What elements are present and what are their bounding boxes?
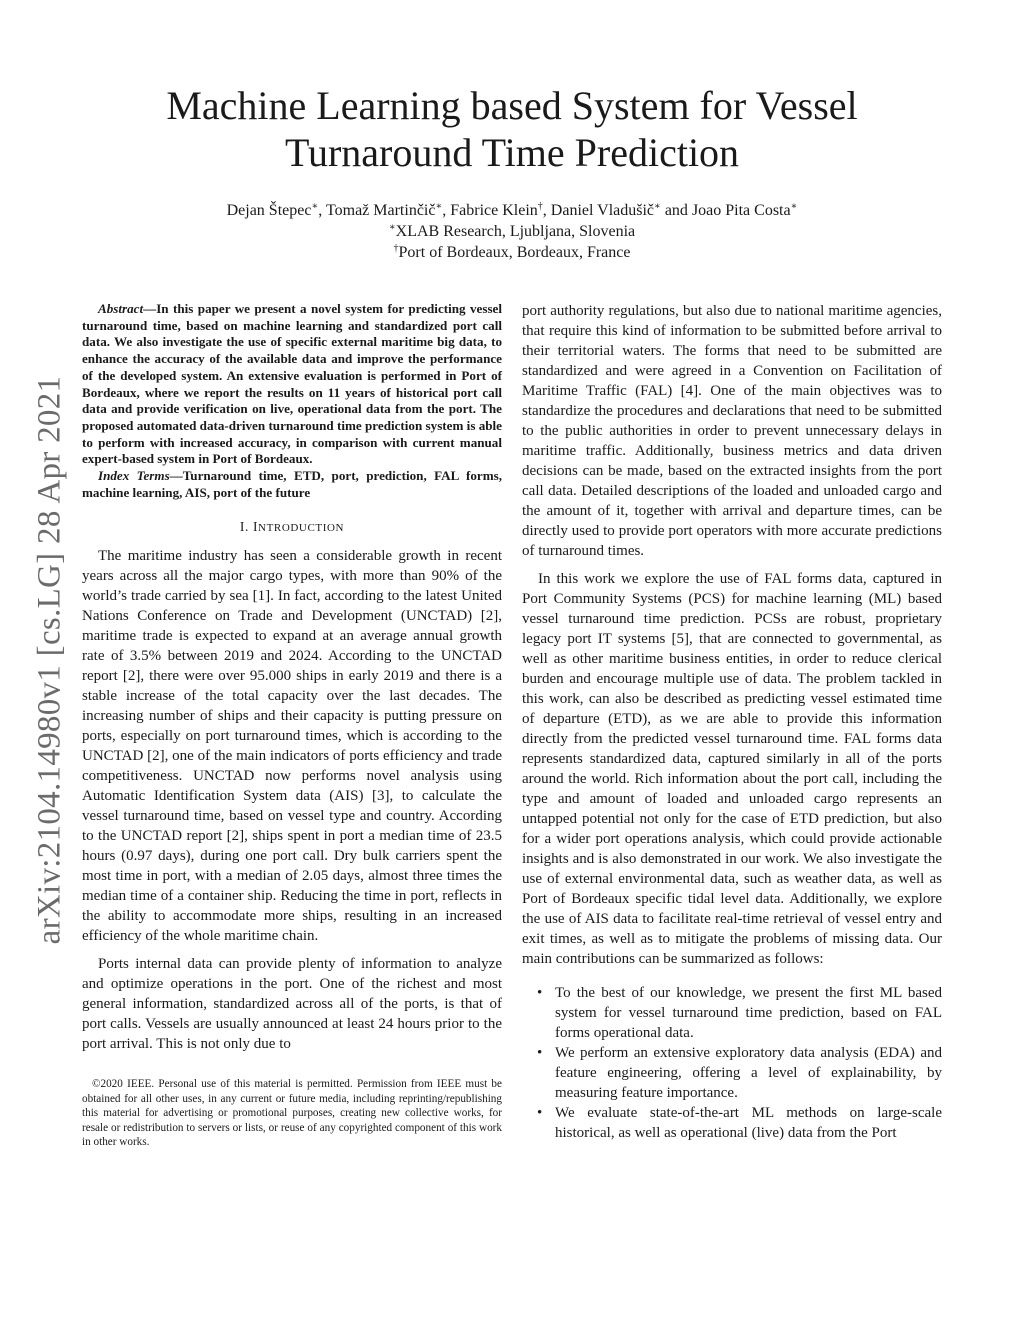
arxiv-sidebar-stamp: [30, 355, 70, 965]
copyright-notice: ©2020 IEEE. Personal use of this material is permitted. Permission from IEEE must be obtained for all other uses, in any current or future media, including reprinting/republishing this material for advertising or promotional purposes, creating new collective works, for resale or redistribution to servers or lists, or reuse of any copyrighted component of this work in other works.: [82, 1078, 502, 1149]
author-block: [100, 200, 924, 263]
title-line-2: Turnaround Time Prediction: [284, 130, 740, 175]
author-name: Fabrice Klein: [450, 202, 538, 219]
author-list: Dejan Štepec∗, Tomaž Martinčič∗, Fabrice Klein†, Daniel Vladušič∗ and Joao Pita Costa∗: [226, 201, 798, 219]
right-column: [522, 301, 942, 1143]
affiliation-1: ∗XLAB Research, Ljubljana, Slovenia: [388, 222, 636, 240]
author-name: Tomaž Martinčič: [325, 202, 436, 219]
title-line-1: Machine Learning based System for Vessel: [166, 83, 858, 128]
index-terms: Index Terms—Turnaround time, ETD, port, prediction, FAL forms, machine learning, AIS, port of the future: [82, 468, 503, 500]
abstract-label: Abstract: [98, 301, 144, 316]
left-column: [82, 301, 502, 1149]
abstract: Abstract—In this paper we present a novel system for predicting vessel turnaround time, based on machine learning and standardized port call data. We also investigate the use of specific external maritime big data, to enhance the accuracy of the available data and improve the performance of the developed system. An extensive evaluation is performed in Port of Bordeaux, where we report the results on 11 years of historical port call data and provide verification on live, operational data from the port. The proposed automated data-driven turnaround time prediction system is able to perform with increased accuracy, in comparison with current manual expert-based system in Port of Bordeaux.: [82, 301, 502, 467]
index-terms-label: Index Terms: [98, 468, 170, 484]
intro-paragraph-3: In this work we explore the use of FAL forms data, captured in Port Community Systems (PCS) for machine learning (ML) based vessel turnaround time prediction. PCSs are robust, proprietary legacy port IT systems [5], that are connected to governmental, as well as other maritime business entities, in order to reduce clerical burden and encourage multiple use of data. The problem tackled in this work, can also be described as predicting vessel estimated time of departure (ETD), as we are able to provide this information directly from the predicted vessel turnaround time. FAL forms data represents standardized data, captured similarly in all of the ports around the world. Rich information about the port call, including the type and amount of loaded and unloaded cargo represents an untapped potential not only for the case of ETD prediction, but also for a wider port operations analysis, which could provide actionable insights and is also demonstrated in our work. We also investigate the use of external environmental data, such as weather data, as well as Port of Bordeaux specific tidal level data. Additionally, we explore the use of AIS data to facilitate real-time retrieval of vessel entry and exit times, as well as to mitigate the problems of missing data. Our main contributions can be summarized as follows:: [522, 571, 942, 967]
intro-paragraph-1: The maritime industry has seen a considerable growth in recent years across all the major cargo types, with more than 90% of the world’s trade carried by sea [1]. In fact, according to the latest United Nations Conference on Trade and Development (UNCTAD) [2], maritime trade is expected to expand at an average annual growth rate of 3.5% between 2019 and 2024. According to the UNCTAD report [2], there were over 95.000 ships in early 2019 and there is a stable increase of the total capacity over the last decades. The increasing number of ships and their capacity is putting pressure on ports, especially on port turnaround times, which is according to the UNCTAD [2], one of the main indicators of ports efficiency and trade competitiveness. UNCTAD now performs novel analysis using Automatic Identification System data (AIS) [3], to calculate the vessel turnaround time, based on vessel type and country. According to the UNCTAD report [2], ships spent in port a median time of 23.5 hours (0.97 days), during one port call. Dry bulk carriers spent the most time in port, with a median of 2.05 days, almost three times the median time of a container ship. Reducing the time in port, reflects in the ability to accommodate more ships, resulting in an increased efficiency of the whole maritime chain.: [82, 548, 502, 945]
list-item: • We evaluate state-of-the-art ML methods on large-scale historical, as well as operational (live) data from the Port: [522, 1103, 942, 1143]
author-name: Daniel Vladušič: [550, 202, 655, 219]
section-heading-introduction: I. INTRODUCTION: [239, 519, 345, 535]
paper-title: [100, 82, 924, 176]
contributions-list: [522, 983, 942, 1143]
intro-paragraph-2: Ports internal data can provide plenty of information to analyze and optimize operations in the port. One of the richest and most general information, standardized across all of the ports, is that of port calls. Vessels are usually announced at least 24 hours prior to the port arrival. This is not only due to: [82, 956, 502, 1053]
arxiv-identifier: arXiv:2104.14980v1 [cs.LG] 28 Apr 2021: [31, 375, 68, 945]
affiliation-2: †Port of Bordeaux, Bordeaux, France: [393, 243, 631, 261]
list-item: • To the best of our knowledge, we present the first ML based system for vessel turnaround time prediction, based on FAL forms operational data.: [522, 983, 942, 1043]
list-item: • We perform an extensive exploratory data analysis (EDA) and feature engineering, offering a level of explainability, by measuring feature importance.: [522, 1043, 942, 1103]
author-name: Joao Pita Costa: [691, 202, 791, 219]
intro-paragraph-continued: port authority regulations, but also due to national maritime agencies, that require this kind of information to be submitted before arrival to their territorial waters. The forms that need to be submitted are standardized and were agreed in a Convention on Facilitation of Maritime Traffic (FAL) [4]. One of the main objectives was to standardize the procedures and declarations that need to be submitted to the public authorities in order to prevent unnecessary delays in maritime traffic. Additionally, business metrics and data driven decisions can be made, based on the extracted insights from the port call data. Detailed descriptions of the loaded and unloaded cargo and the amount of it, together with arrival and departure times, can be directly used to provide port operators with more accurate predictions of turnaround times.: [522, 303, 942, 559]
author-name: Dejan Štepec: [226, 202, 312, 219]
